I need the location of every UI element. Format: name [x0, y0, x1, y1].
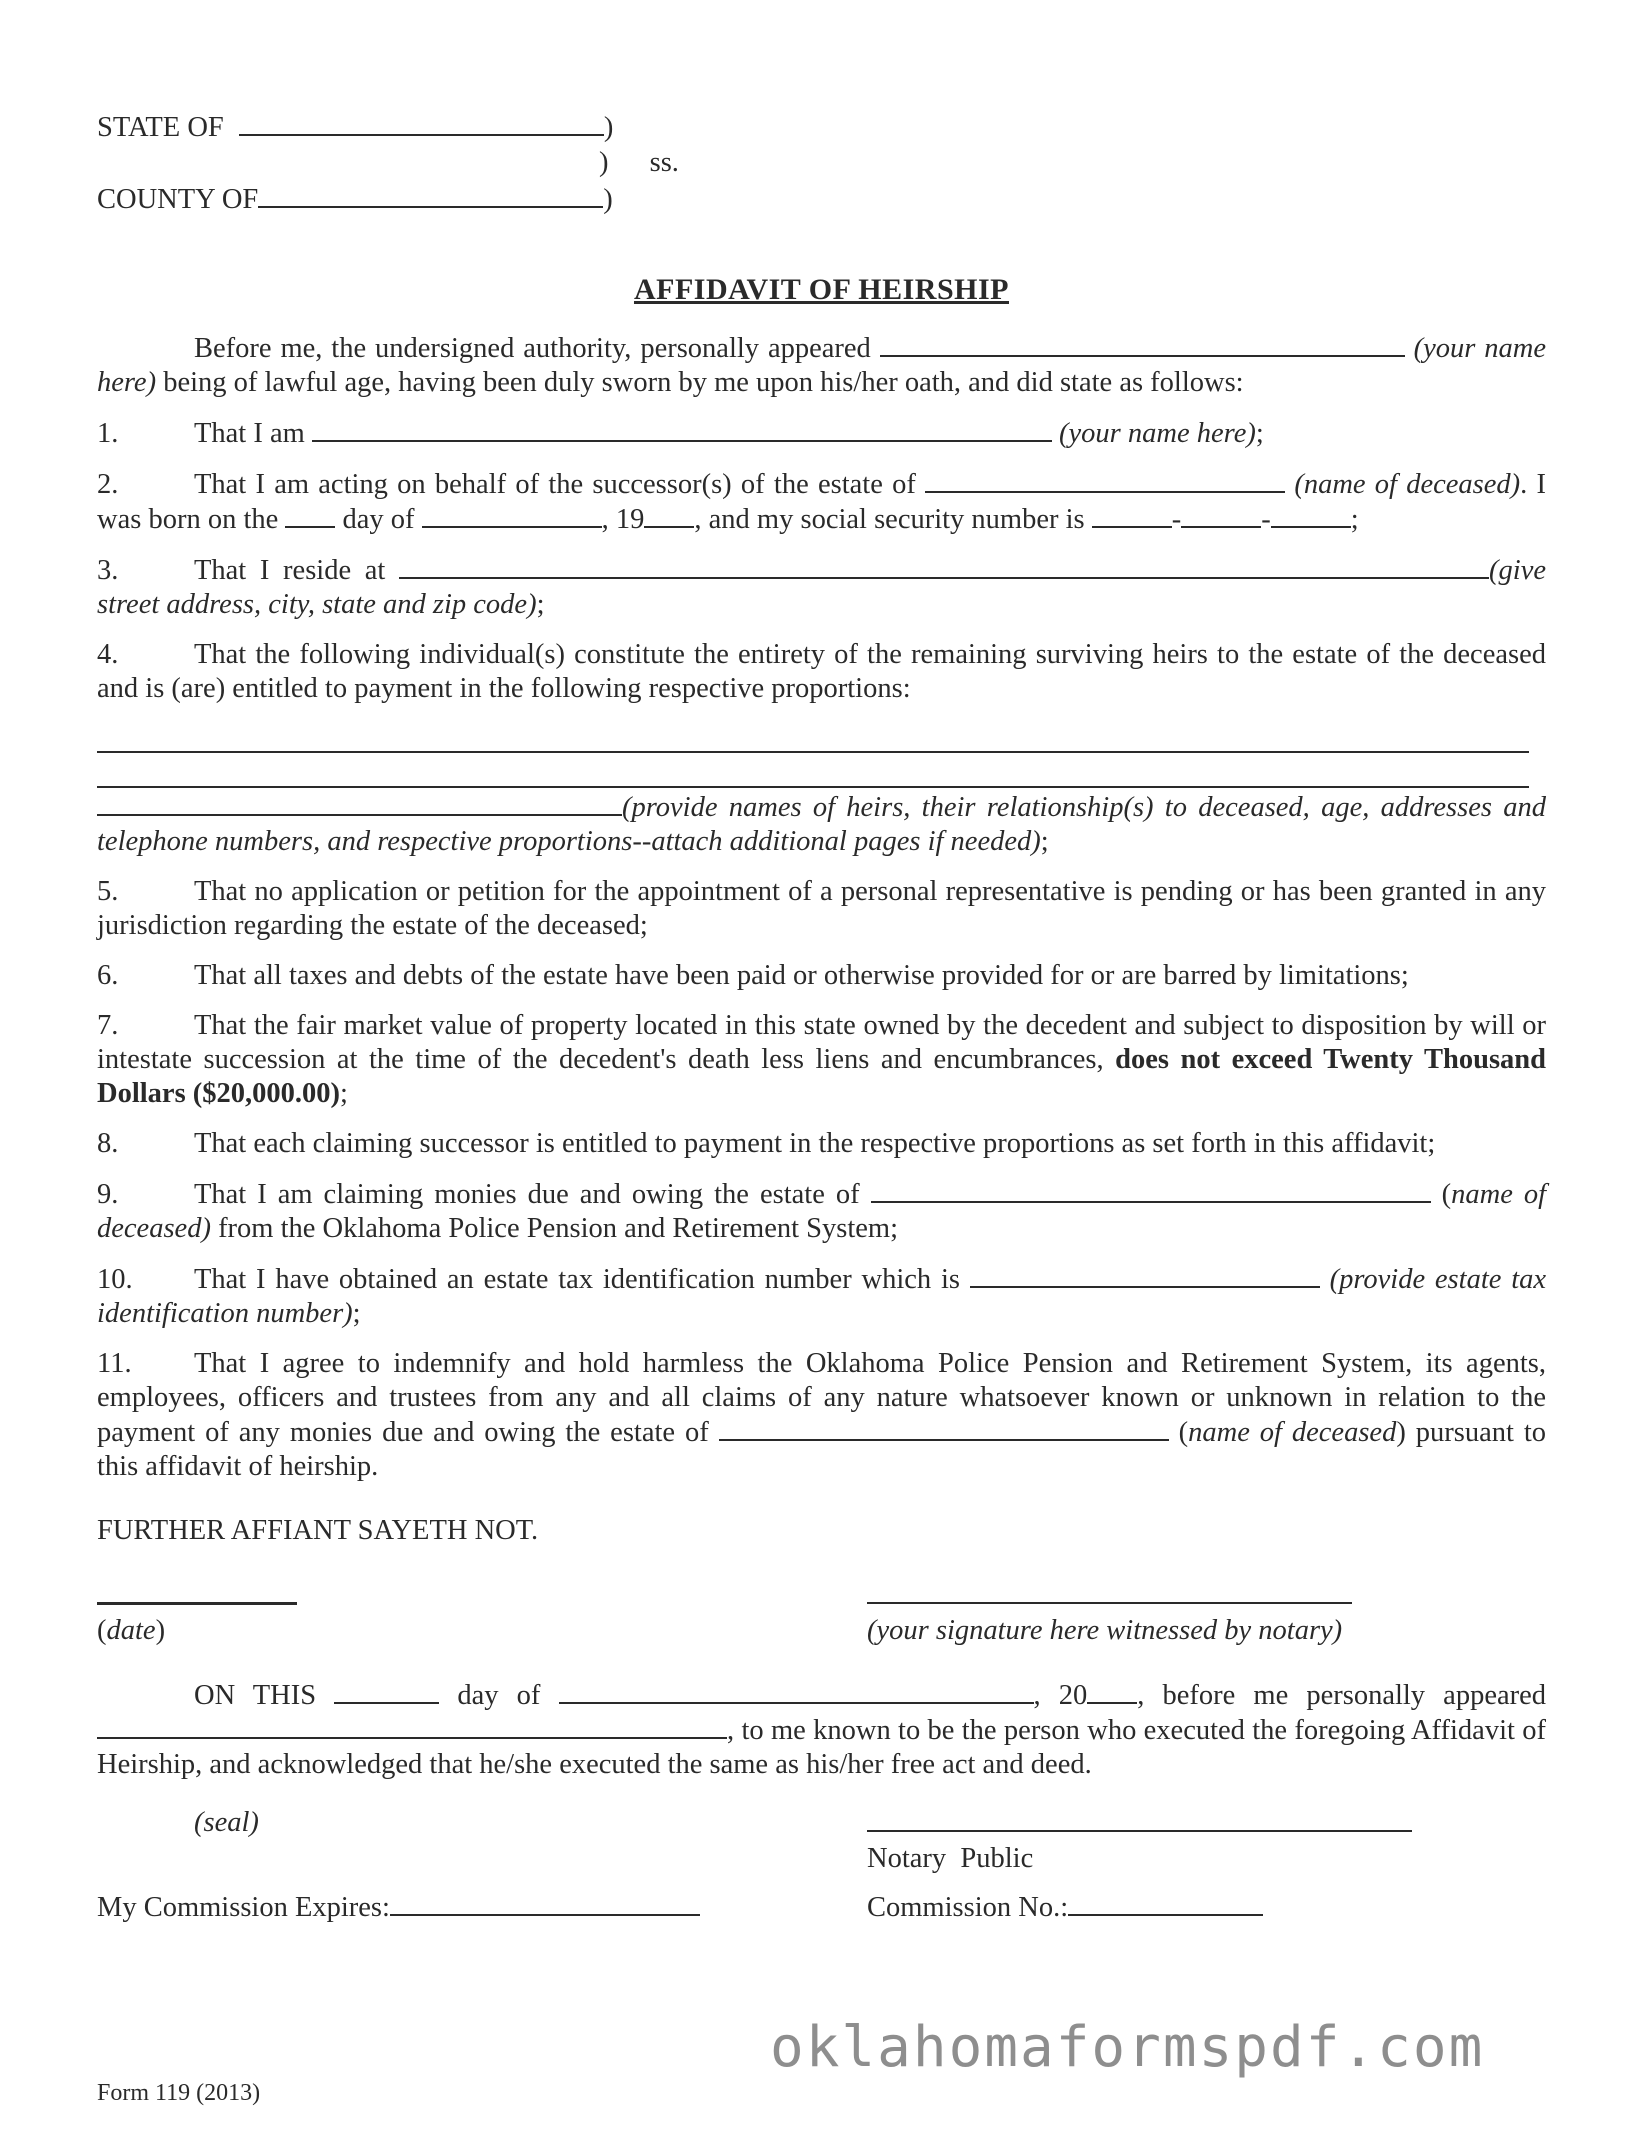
- notary-signature-field[interactable]: [867, 1806, 1412, 1832]
- date-label: (date): [97, 1615, 166, 1646]
- item-4-hint: (provide names of heirs, their relationship(s) to deceased, age, addresses and telephone numbers, and respective proportions--attach additional pages if needed);: [97, 792, 1546, 857]
- item-8: 8. That each claiming successor is entitled to payment in the respective proportions as set forth in this affidavit;: [97, 1128, 1436, 1159]
- notary-month-field[interactable]: [559, 1678, 1034, 1704]
- heirs-line-1[interactable]: [97, 718, 1529, 753]
- item-10: 10. That I have obtained an estate tax identification number which is (provide estate tax identification number);: [97, 1264, 1547, 1329]
- birth-day-field[interactable]: [285, 502, 335, 528]
- item-9: 9. That I am claiming monies due and owing the estate of (name of deceased) from the Oklahoma Police Pension and Retirement System;: [97, 1179, 1547, 1244]
- item-2: 2. That I am acting on behalf of the successor(s) of the estate of (name of deceased). I was born on the day of , 19 , and my social security number is - - ;: [97, 469, 1546, 535]
- county-label: COUNTY OF: [97, 184, 259, 215]
- page-title: AFFIDAVIT OF HEIRSHIP: [633, 273, 1009, 306]
- affidavit-page: [97, 110, 1546, 1956]
- item-5: 5. That no application or petition for the appointment of a personal representative is pending or has been granted in any jurisdiction regarding the estate of the deceased;: [97, 876, 1546, 941]
- deceased-name-field[interactable]: [925, 467, 1285, 493]
- item-11: 11. That I agree to indemnify and hold harmless the Oklahoma Police Pension and Retirement System, its agents, employees, officers and trustees from any and all claims of any nature whatsoever known or unknown in relation to the payment of any monies due and owing the estate of (name of deceased) pursuant to this affidavit of heirship.: [97, 1348, 1547, 1482]
- item-6: 6. That all taxes and debts of the estate have been paid or otherwise provided for or are barred by limitations;: [97, 960, 1409, 991]
- notary-day-field[interactable]: [334, 1678, 439, 1704]
- affiant-name-field[interactable]: [880, 331, 1405, 357]
- ss-label: ss.: [649, 147, 679, 178]
- notary-year-field[interactable]: [1087, 1678, 1137, 1704]
- appeared-name-field[interactable]: [97, 1713, 727, 1739]
- county-field[interactable]: [258, 182, 603, 208]
- state-field[interactable]: [239, 110, 604, 136]
- watermark: oklahomaformspdf.com: [770, 2015, 1485, 2080]
- address-field[interactable]: [399, 553, 1489, 579]
- commission-no: Commission No.:: [867, 1890, 1263, 1925]
- signature-field[interactable]: [867, 1578, 1352, 1604]
- deceased-name-field-2[interactable]: [871, 1177, 1431, 1203]
- commission-no-field[interactable]: [1068, 1890, 1263, 1916]
- notary-paragraph: ON THIS day of , 20 , before me personally appeared , to me known to be the person who executed the foregoing Affidavit of Heirship, and acknowledged that he/she executed the same as his/her free act and deed.: [97, 1680, 1547, 1780]
- item-1: 1. That I am (your name here);: [97, 418, 1264, 449]
- state-label: STATE OF: [97, 112, 224, 143]
- seal-label: (seal): [194, 1807, 259, 1838]
- your-name-field[interactable]: [312, 416, 1052, 442]
- heirs-line-3[interactable]: [97, 790, 622, 816]
- heirs-line-2[interactable]: [97, 753, 1529, 788]
- birth-month-field[interactable]: [422, 502, 602, 528]
- notary-signature-row: [97, 1806, 1546, 1956]
- intro-paragraph: Before me, the undersigned authority, personally appeared (your name here) being of lawful age, having been duly sworn by me upon his/her oath, and did state as follows:: [97, 333, 1547, 398]
- item-3: 3. That I reside at (give street address, city, state and zip code);: [97, 555, 1546, 620]
- signature-label: (your signature here witnessed by notary): [867, 1615, 1343, 1646]
- item-7: 7. That the fair market value of property located in this state owned by the decedent and subject to disposition by will or intestate succession at the time of the decedent's death less liens and encumbrances, does not exceed Twenty Thousand Dollars ($20,000.00);: [97, 1010, 1546, 1109]
- ssn-part2-field[interactable]: [1181, 502, 1261, 528]
- further-affiant: FURTHER AFFIANT SAYETH NOT.: [97, 1515, 539, 1546]
- deceased-name-field-3[interactable]: [719, 1415, 1169, 1441]
- item-4: 4. That the following individual(s) constitute the entirety of the remaining surviving heirs to the estate of the deceased and is (are) entitled to payment in the following respective proportions:: [97, 639, 1546, 704]
- date-field[interactable]: [97, 1578, 297, 1605]
- ssn-part3-field[interactable]: [1271, 502, 1351, 528]
- estate-tax-id-field[interactable]: [970, 1262, 1320, 1288]
- commission-expires-field[interactable]: [390, 1890, 700, 1916]
- venue-block: STATE OF ) ) ss. COUNTY OF ): [97, 112, 679, 215]
- signature-row: [97, 1578, 1546, 1678]
- form-number: Form 119 (2013): [97, 2080, 261, 2106]
- birth-year-field[interactable]: [644, 502, 694, 528]
- ssn-part1-field[interactable]: [1092, 502, 1172, 528]
- notary-public-label: Notary Public: [867, 1843, 1034, 1874]
- commission-expires: My Commission Expires:: [97, 1890, 700, 1925]
